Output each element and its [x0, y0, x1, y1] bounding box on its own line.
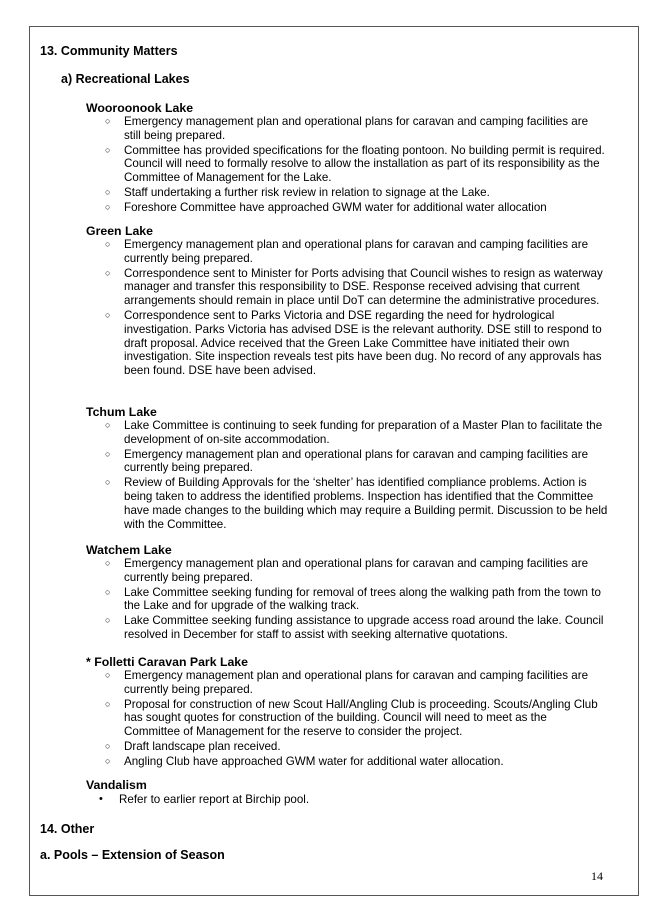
wooroonook-lake-heading: Wooroonook Lake: [86, 101, 194, 115]
list-item: ○ Correspondence sent to Minister for Ports advising that Council wishes to resign as waterway manager and transfer this responsibility to DSE. Response received advising that current arrangements should remain in place until DoT can determine the administrative procedures.: [105, 266, 603, 308]
circle-bullet-icon: ○: [105, 755, 111, 766]
circle-bullet-icon: ○: [105, 615, 111, 626]
circle-bullet-icon: ○: [105, 309, 111, 320]
page-number: 14: [591, 869, 603, 883]
list-item: ○ Emergency management plan and operational plans for caravan and camping facilities are currently being prepared.: [105, 238, 589, 265]
circle-bullet-icon: ○: [105, 448, 111, 459]
circle-bullet-icon: ○: [105, 420, 111, 430]
subsection-a-heading: a) Recreational Lakes: [61, 72, 190, 86]
list-item: ○ Draft landscape plan received.: [105, 739, 281, 753]
circle-bullet-icon: ○: [105, 267, 111, 278]
green-lake-heading: Green Lake: [86, 224, 153, 238]
circle-bullet-icon: ○: [105, 144, 111, 155]
vandalism-heading: Vandalism: [86, 778, 147, 792]
list-item: ○ Lake Committee seeking funding assistance to upgrade access road around the lake. Council resolved in December for staff to assist with seeking alternative quotations.: [105, 614, 604, 641]
circle-bullet-icon: ○: [105, 586, 111, 597]
list-item: ○ Committee has provided specifications for the floating pontoon. No building permit is required. Council will need to formally resolve to allow the installation as part of its responsibility as the Committee of Management for the Lake.: [105, 143, 605, 185]
circle-bullet-icon: ○: [105, 239, 111, 249]
circle-bullet-icon: ○: [105, 186, 111, 197]
tchum-lake-heading: Tchum Lake: [86, 405, 157, 419]
tchum-lake-list: [86, 419, 611, 532]
wooroonook-lake-list: [86, 115, 606, 216]
list-item: ○ Emergency management plan and operational plans for caravan and camping facilities are still being prepared.: [105, 115, 589, 142]
list-item: ○ Angling Club have approached GWM water for additional water allocation.: [105, 754, 504, 768]
list-item: ○ Emergency management plan and operational plans for caravan and camping facilities are currently being prepared.: [105, 669, 589, 696]
vandalism-list: [86, 793, 606, 808]
subsection-a-pools-heading: a. Pools – Extension of Season: [40, 848, 225, 862]
circle-bullet-icon: ○: [105, 201, 111, 212]
circle-bullet-icon: ○: [105, 477, 111, 488]
list-item: ○ Proposal for construction of new Scout Hall/Angling Club is proceeding. Scouts/Angling Club has sought quotes for construction of the building. Council will need to meet as the Committee of Management for the reserve to consider the project.: [105, 697, 598, 739]
folletti-lake-heading: * Folletti Caravan Park Lake: [86, 655, 248, 669]
section-14-heading: 14. Other: [40, 822, 95, 836]
list-item: • Refer to earlier report at Birchip pool.: [99, 793, 310, 806]
list-item: ○ Correspondence sent to Parks Victoria and DSE regarding the need for hydrological investigation. Parks Victoria has advised DSE is the relevant authority. DSE still to respond to draft proposal. Advice received that the Green Lake Committee have initiated their own investigation. Site inspection reveals test pits have been dug. No record of any approvals has been found. DSE have been advised.: [105, 308, 602, 378]
list-item: ○ Emergency management plan and operational plans for caravan and camping facilities are currently being prepared.: [105, 557, 589, 584]
circle-bullet-icon: ○: [105, 698, 111, 709]
folletti-lake-list: [86, 669, 606, 770]
list-item: ○ Lake Committee is continuing to seek funding for preparation of a Master Plan to facilitate the development of on-site accommodation.: [105, 419, 603, 446]
list-item: ○ Lake Committee seeking funding for removal of trees along the walking path from the town to the Lake and for upgrade of the walking track.: [105, 585, 601, 613]
watchem-lake-list: [86, 557, 611, 643]
list-item: ○ Staff undertaking a further risk review in relation to signage at the Lake.: [105, 185, 490, 199]
circle-bullet-icon: ○: [105, 558, 111, 568]
circle-bullet-icon: ○: [105, 670, 111, 680]
watchem-lake-heading: Watchem Lake: [86, 543, 172, 557]
green-lake-list: [86, 238, 611, 379]
list-item: ○ Foreshore Committee have approached GWM water for additional water allocation: [105, 200, 547, 214]
circle-bullet-icon: ○: [105, 116, 111, 126]
list-item: ○ Review of Building Approvals for the ‘shelter’ has identified compliance problems. Action is being taken to address the identified problems. Inspection has identified that the Committee have made changes to the building which may require a Building permit. Discussion to be held with the Committee.: [105, 476, 608, 531]
disc-bullet-icon: •: [99, 793, 103, 805]
section-13-heading: 13. Community Matters: [40, 44, 178, 58]
list-item: ○ Emergency management plan and operational plans for caravan and camping facilities are currently being prepared.: [105, 447, 589, 475]
circle-bullet-icon: ○: [105, 740, 111, 751]
